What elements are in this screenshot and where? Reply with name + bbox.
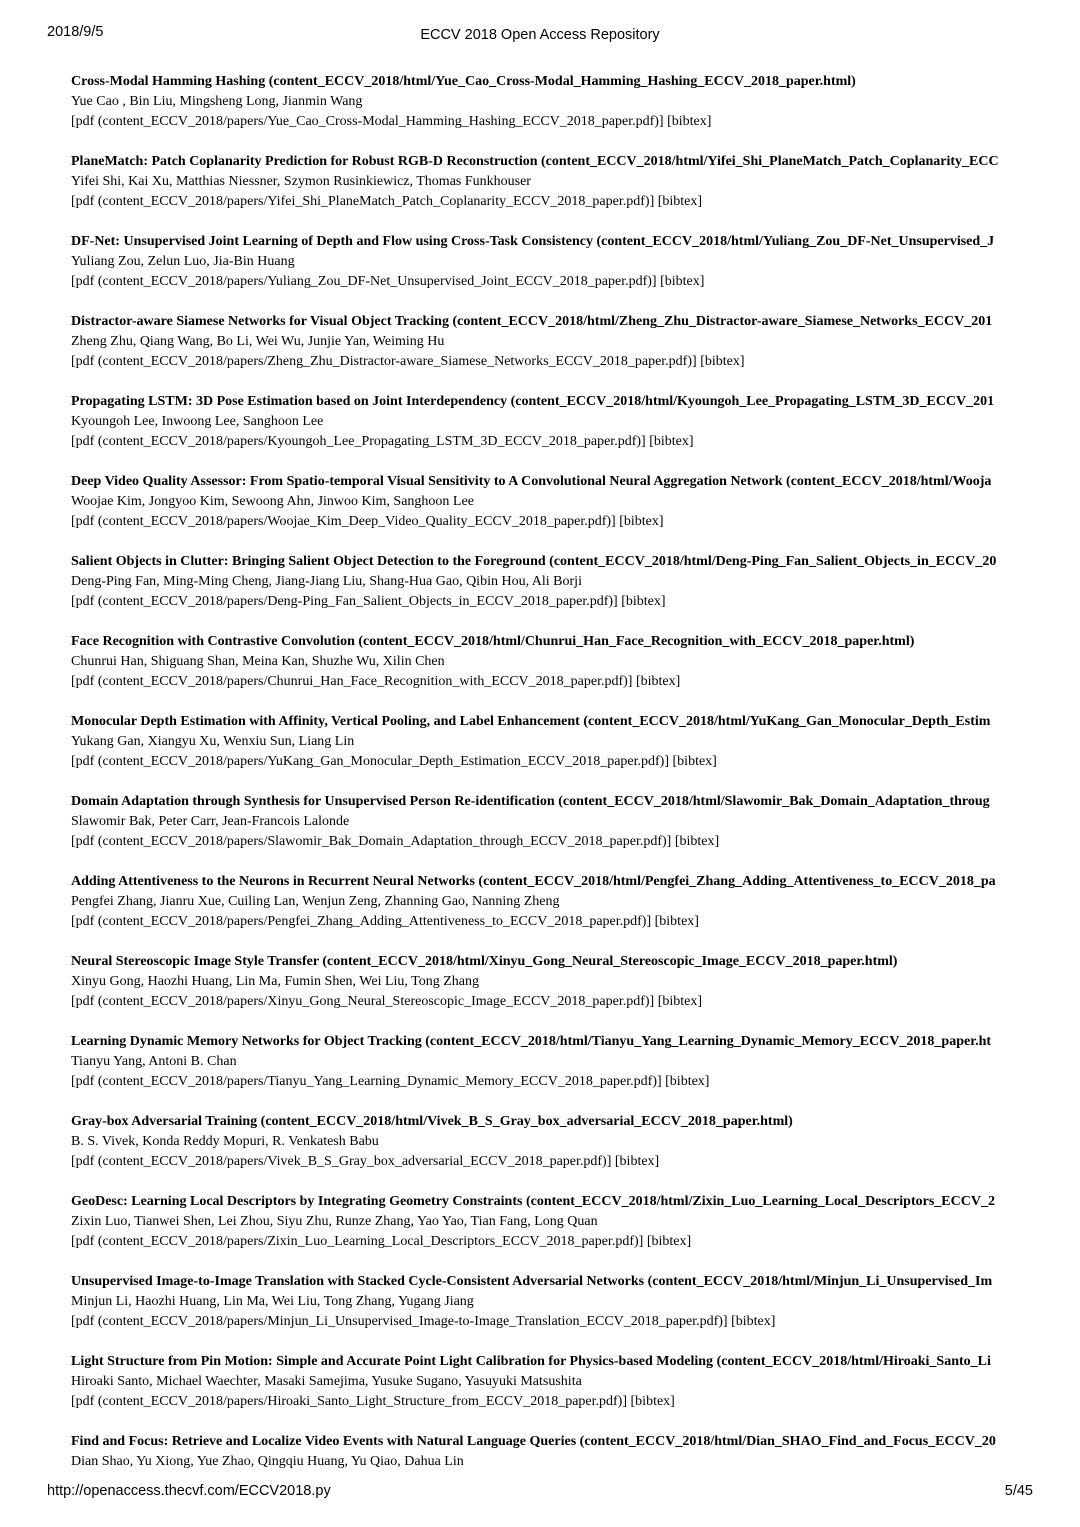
paper-entry	[71, 232, 1032, 312]
paper-authors: Chunrui Han, Shiguang Shan, Meina Kan, Shuzhe Wu, Xilin Chen	[71, 654, 445, 669]
paper-links	[71, 912, 1032, 932]
paper-entry	[71, 792, 1032, 872]
page-number: 5/45	[1004, 1483, 1033, 1499]
paper-html-link[interactable]: (content_ECCV_2018/html/Wooja	[786, 474, 992, 489]
paper-title-line	[71, 312, 1032, 332]
paper-title-line	[71, 392, 1032, 412]
paper-links	[71, 832, 1032, 852]
paper-title: DF-Net: Unsupervised Joint Learning of Depth and Flow using Cross-Task Consistency	[71, 234, 593, 249]
paper-links	[71, 1392, 1032, 1412]
pdf-link[interactable]: [pdf (content_ECCV_2018/papers/Slawomir_Bak_Domain_Adaptation_through_ECCV_2018_paper.pdf)]	[71, 834, 672, 849]
paper-title: PlaneMatch: Patch Coplanarity Prediction for Robust RGB-D Reconstruction	[71, 154, 538, 169]
pdf-link[interactable]: [pdf (content_ECCV_2018/papers/Vivek_B_S_Gray_box_adversarial_ECCV_2018_paper.pdf)]	[71, 1154, 612, 1169]
pdf-link[interactable]: [pdf (content_ECCV_2018/papers/Deng-Ping_Fan_Salient_Objects_in_ECCV_2018_paper.pdf)]	[71, 594, 618, 609]
paper-title-line	[71, 872, 1032, 892]
pdf-link[interactable]: [pdf (content_ECCV_2018/papers/Yuliang_Zou_DF-Net_Unsupervised_Joint_ECCV_2018_paper.pdf)]	[71, 274, 657, 289]
bibtex-link[interactable]: [bibtex]	[731, 1314, 776, 1329]
pdf-link[interactable]: [pdf (content_ECCV_2018/papers/Hiroaki_Santo_Light_Structure_from_ECCV_2018_paper.pdf)]	[71, 1394, 628, 1409]
paper-title: Cross-Modal Hamming Hashing	[71, 74, 266, 89]
paper-entry	[71, 632, 1032, 712]
paper-title-line	[71, 632, 1032, 652]
bibtex-link[interactable]: [bibtex]	[614, 1154, 660, 1169]
paper-links	[71, 432, 1032, 452]
paper-title: Neural Stereoscopic Image Style Transfer	[71, 954, 319, 969]
paper-title-line	[71, 472, 1032, 492]
paper-html-link[interactable]: (content_ECCV_2018/html/Pengfei_Zhang_Adding_Attentiveness_to_ECCV_2018_pa	[478, 874, 996, 889]
paper-authors: Slawomir Bak, Peter Carr, Jean-Francois Lalonde	[71, 814, 350, 829]
bibtex-link[interactable]: [bibtex]	[635, 674, 681, 689]
paper-entry	[71, 1032, 1032, 1112]
paper-title: Gray-box Adversarial Training	[71, 1114, 258, 1129]
paper-title: Light Structure from Pin Motion: Simple and Accurate Point Light Calibration for Physics-based Modeling	[71, 1354, 714, 1369]
paper-authors: Zheng Zhu, Qiang Wang, Bo Li, Wei Wu, Junjie Yan, Weiming Hu	[71, 334, 445, 349]
pdf-link[interactable]: [pdf (content_ECCV_2018/papers/Kyoungoh_Lee_Propagating_LSTM_3D_ECCV_2018_paper.pdf)]	[71, 434, 646, 449]
paper-html-link[interactable]: (content_ECCV_2018/html/Yue_Cao_Cross-Modal_Hamming_Hashing_ECCV_2018_paper.html)	[268, 74, 856, 89]
bibtex-link[interactable]: [bibtex]	[667, 114, 712, 129]
paper-html-link[interactable]: (content_ECCV_2018/html/Deng-Ping_Fan_Salient_Objects_in_ECCV_20	[549, 554, 997, 569]
paper-html-link[interactable]: (content_ECCV_2018/html/Xinyu_Gong_Neural_Stereoscopic_Image_ECCV_2018_paper.html)	[322, 954, 898, 969]
paper-links	[71, 352, 1032, 372]
paper-html-link[interactable]: (content_ECCV_2018/html/Dian_SHAO_Find_and_Focus_ECCV_20	[579, 1434, 996, 1449]
paper-authors: Yue Cao , Bin Liu, Mingsheng Long, Jianmin Wang	[71, 94, 363, 109]
print-footer	[0, 1483, 1080, 1503]
paper-links	[71, 272, 1032, 292]
paper-authors: Hiroaki Santo, Michael Waechter, Masaki Samejima, Yusuke Sugano, Yasuyuki Matsushita	[71, 1374, 582, 1389]
paper-title: Distractor-aware Siamese Networks for Visual Object Tracking	[71, 314, 449, 329]
paper-links	[71, 592, 1032, 612]
pdf-link[interactable]: [pdf (content_ECCV_2018/papers/Zheng_Zhu_Distractor-aware_Siamese_Networks_ECCV_2018_paper.pdf)]	[71, 354, 697, 369]
page-url: http://openaccess.thecvf.com/ECCV2018.py	[47, 1483, 331, 1499]
paper-entry	[71, 872, 1032, 952]
paper-links	[71, 1232, 1032, 1252]
paper-title-line	[71, 1032, 1032, 1052]
paper-authors: Woojae Kim, Jongyoo Kim, Sewoong Ahn, Jinwoo Kim, Sanghoon Lee	[71, 494, 474, 509]
paper-title: Adding Attentiveness to the Neurons in Recurrent Neural Networks	[71, 874, 475, 889]
paper-authors: Kyoungoh Lee, Inwoong Lee, Sanghoon Lee	[71, 414, 324, 429]
paper-html-link[interactable]: (content_ECCV_2018/html/Yuliang_Zou_DF-Net_Unsupervised_J	[596, 234, 995, 249]
paper-title-line	[71, 952, 1032, 972]
paper-list	[71, 72, 1032, 1512]
bibtex-link[interactable]: [bibtex]	[657, 194, 703, 209]
paper-html-link[interactable]: (content_ECCV_2018/html/Minjun_Li_Unsupervised_Im	[647, 1274, 993, 1289]
paper-title-line	[71, 1112, 1032, 1132]
paper-title: Domain Adaptation through Synthesis for Unsupervised Person Re-identification	[71, 794, 555, 809]
paper-title-line	[71, 1432, 1032, 1452]
paper-title: Deep Video Quality Assessor: From Spatio-temporal Visual Sensitivity to A Convolutional Neural Aggregation Network	[71, 474, 783, 489]
bibtex-link[interactable]: [bibtex]	[674, 834, 720, 849]
paper-html-link[interactable]: (content_ECCV_2018/html/Vivek_B_S_Gray_box_adversarial_ECCV_2018_paper.html)	[260, 1114, 793, 1129]
pdf-link[interactable]: [pdf (content_ECCV_2018/papers/Yue_Cao_Cross-Modal_Hamming_Hashing_ECCV_2018_paper.pdf)]	[71, 114, 664, 129]
paper-title: Unsupervised Image-to-Image Translation with Stacked Cycle-Consistent Adversarial Networks	[71, 1274, 645, 1289]
paper-entry	[71, 72, 1032, 152]
paper-entry	[71, 1112, 1032, 1192]
bibtex-link[interactable]: [bibtex]	[621, 594, 666, 609]
paper-title-line	[71, 792, 1032, 812]
paper-links	[71, 192, 1032, 212]
paper-title-line	[71, 152, 1032, 172]
paper-entry	[71, 1272, 1032, 1352]
paper-authors: Zixin Luo, Tianwei Shen, Lei Zhou, Siyu Zhu, Runze Zhang, Yao Yao, Tian Fang, Long Quan	[71, 1214, 598, 1229]
paper-entry	[71, 312, 1032, 392]
paper-title-line	[71, 1192, 1032, 1212]
paper-title-line	[71, 232, 1032, 252]
paper-links	[71, 992, 1032, 1012]
paper-html-link[interactable]: (content_ECCV_2018/html/Tianyu_Yang_Learning_Dynamic_Memory_ECCV_2018_paper.ht	[425, 1034, 992, 1049]
paper-html-link[interactable]: (content_ECCV_2018/html/Kyoungoh_Lee_Propagating_LSTM_3D_ECCV_201	[510, 394, 995, 409]
paper-links	[71, 1152, 1032, 1172]
paper-html-link[interactable]: (content_ECCV_2018/html/Yifei_Shi_PlaneMatch_Patch_Coplanarity_ECC	[541, 154, 999, 169]
bibtex-link[interactable]: [bibtex]	[672, 754, 717, 769]
paper-html-link[interactable]: (content_ECCV_2018/html/Zheng_Zhu_Distractor-aware_Siamese_Networks_ECCV_201	[452, 314, 993, 329]
paper-links	[71, 512, 1032, 532]
paper-title: Find and Focus: Retrieve and Localize Video Events with Natural Language Queries	[71, 1434, 577, 1449]
pdf-link[interactable]: [pdf (content_ECCV_2018/papers/Tianyu_Yang_Learning_Dynamic_Memory_ECCV_2018_paper.pdf)]	[71, 1074, 662, 1089]
paper-title-line	[71, 552, 1032, 572]
pdf-link[interactable]: [pdf (content_ECCV_2018/papers/Woojae_Kim_Deep_Video_Quality_ECCV_2018_paper.pdf)]	[71, 514, 616, 529]
pdf-link[interactable]: [pdf (content_ECCV_2018/papers/Pengfei_Zhang_Adding_Attentiveness_to_ECCV_2018_paper.pdf)]	[71, 914, 652, 929]
bibtex-link[interactable]: [bibtex]	[649, 434, 694, 449]
paper-entry	[71, 952, 1032, 1032]
bibtex-link[interactable]: [bibtex]	[660, 274, 705, 289]
paper-html-link[interactable]: (content_ECCV_2018/html/Zixin_Luo_Learning_Local_Descriptors_ECCV_2	[525, 1194, 995, 1209]
paper-entry	[71, 392, 1032, 472]
paper-authors: Pengfei Zhang, Jianru Xue, Cuiling Lan, Wenjun Zeng, Zhanning Gao, Nanning Zheng	[71, 894, 560, 909]
bibtex-link[interactable]: [bibtex]	[665, 1074, 710, 1089]
paper-entry	[71, 152, 1032, 232]
paper-title-line	[71, 72, 1032, 92]
paper-title: Monocular Depth Estimation with Affinity, Vertical Pooling, and Label Enhancement	[71, 714, 580, 729]
paper-authors: B. S. Vivek, Konda Reddy Mopuri, R. Venkatesh Babu	[71, 1134, 379, 1149]
paper-authors: Yuliang Zou, Zelun Luo, Jia-Bin Huang	[71, 254, 295, 269]
paper-links	[71, 752, 1032, 772]
pdf-link[interactable]: [pdf (content_ECCV_2018/papers/Zixin_Luo_Learning_Local_Descriptors_ECCV_2018_paper.pdf)]	[71, 1234, 644, 1249]
print-header	[0, 24, 1080, 44]
pdf-link[interactable]: [pdf (content_ECCV_2018/papers/YuKang_Gan_Monocular_Depth_Estimation_ECCV_2018_paper.pdf)]	[71, 754, 670, 769]
paper-html-link[interactable]: (content_ECCV_2018/html/Slawomir_Bak_Domain_Adaptation_throug	[558, 794, 990, 809]
pdf-link[interactable]: [pdf (content_ECCV_2018/papers/Xinyu_Gong_Neural_Stereoscopic_Image_ECCV_2018_paper.pdf)]	[71, 994, 655, 1009]
paper-authors: Dian Shao, Yu Xiong, Yue Zhao, Qingqiu Huang, Yu Qiao, Dahua Lin	[71, 1454, 464, 1469]
paper-title: Propagating LSTM: 3D Pose Estimation based on Joint Interdependency	[71, 394, 508, 409]
paper-authors: Yifei Shi, Kai Xu, Matthias Niessner, Szymon Rusinkiewicz, Thomas Funkhouser	[71, 174, 531, 189]
paper-html-link[interactable]: (content_ECCV_2018/html/Hiroaki_Santo_Li	[716, 1354, 991, 1369]
pdf-link[interactable]: [pdf (content_ECCV_2018/papers/Yifei_Shi_PlaneMatch_Patch_Coplanarity_ECCV_2018_paper.pdf)]	[71, 194, 655, 209]
bibtex-link[interactable]: [bibtex]	[646, 1234, 692, 1249]
print-date: 2018/9/5	[47, 24, 104, 40]
paper-entry	[71, 1352, 1032, 1432]
page-title: ECCV 2018 Open Access Repository	[420, 27, 660, 43]
paper-entry	[71, 472, 1032, 552]
paper-title-line	[71, 1272, 1032, 1292]
pdf-link[interactable]: [pdf (content_ECCV_2018/papers/Chunrui_Han_Face_Recognition_with_ECCV_2018_paper.pdf)]	[71, 674, 633, 689]
paper-entry	[71, 1192, 1032, 1272]
paper-title: Face Recognition with Contrastive Convolution	[71, 634, 355, 649]
paper-authors: Tianyu Yang, Antoni B. Chan	[71, 1054, 237, 1069]
paper-entry	[71, 552, 1032, 632]
bibtex-link[interactable]: [bibtex]	[657, 994, 703, 1009]
paper-title-line	[71, 712, 1032, 732]
paper-title: GeoDesc: Learning Local Descriptors by Integrating Geometry Constraints	[71, 1194, 523, 1209]
bibtex-link[interactable]: [bibtex]	[619, 514, 664, 529]
paper-links	[71, 1312, 1032, 1332]
paper-links	[71, 1072, 1032, 1092]
paper-title: Learning Dynamic Memory Networks for Object Tracking	[71, 1034, 422, 1049]
paper-html-link[interactable]: (content_ECCV_2018/html/Chunrui_Han_Face_Recognition_with_ECCV_2018_paper.html)	[358, 634, 915, 649]
bibtex-link[interactable]: [bibtex]	[654, 914, 699, 929]
paper-title-line	[71, 1352, 1032, 1372]
paper-authors: Minjun Li, Haozhi Huang, Lin Ma, Wei Liu, Tong Zhang, Yugang Jiang	[71, 1294, 474, 1309]
pdf-link[interactable]: [pdf (content_ECCV_2018/papers/Minjun_Li_Unsupervised_Image-to-Image_Translation_ECCV_2018_paper.pdf)]	[71, 1314, 728, 1329]
paper-links	[71, 672, 1032, 692]
bibtex-link[interactable]: [bibtex]	[700, 354, 745, 369]
paper-authors: Yukang Gan, Xiangyu Xu, Wenxiu Sun, Liang Lin	[71, 734, 355, 749]
paper-title: Salient Objects in Clutter: Bringing Salient Object Detection to the Foreground	[71, 554, 546, 569]
paper-authors: Xinyu Gong, Haozhi Huang, Lin Ma, Fumin Shen, Wei Liu, Tong Zhang	[71, 974, 480, 989]
paper-html-link[interactable]: (content_ECCV_2018/html/YuKang_Gan_Monocular_Depth_Estim	[583, 714, 991, 729]
paper-authors: Deng-Ping Fan, Ming-Ming Cheng, Jiang-Jiang Liu, Shang-Hua Gao, Qibin Hou, Ali Borji	[71, 574, 582, 589]
paper-links	[71, 112, 1032, 132]
paper-entry	[71, 712, 1032, 792]
bibtex-link[interactable]: [bibtex]	[630, 1394, 675, 1409]
